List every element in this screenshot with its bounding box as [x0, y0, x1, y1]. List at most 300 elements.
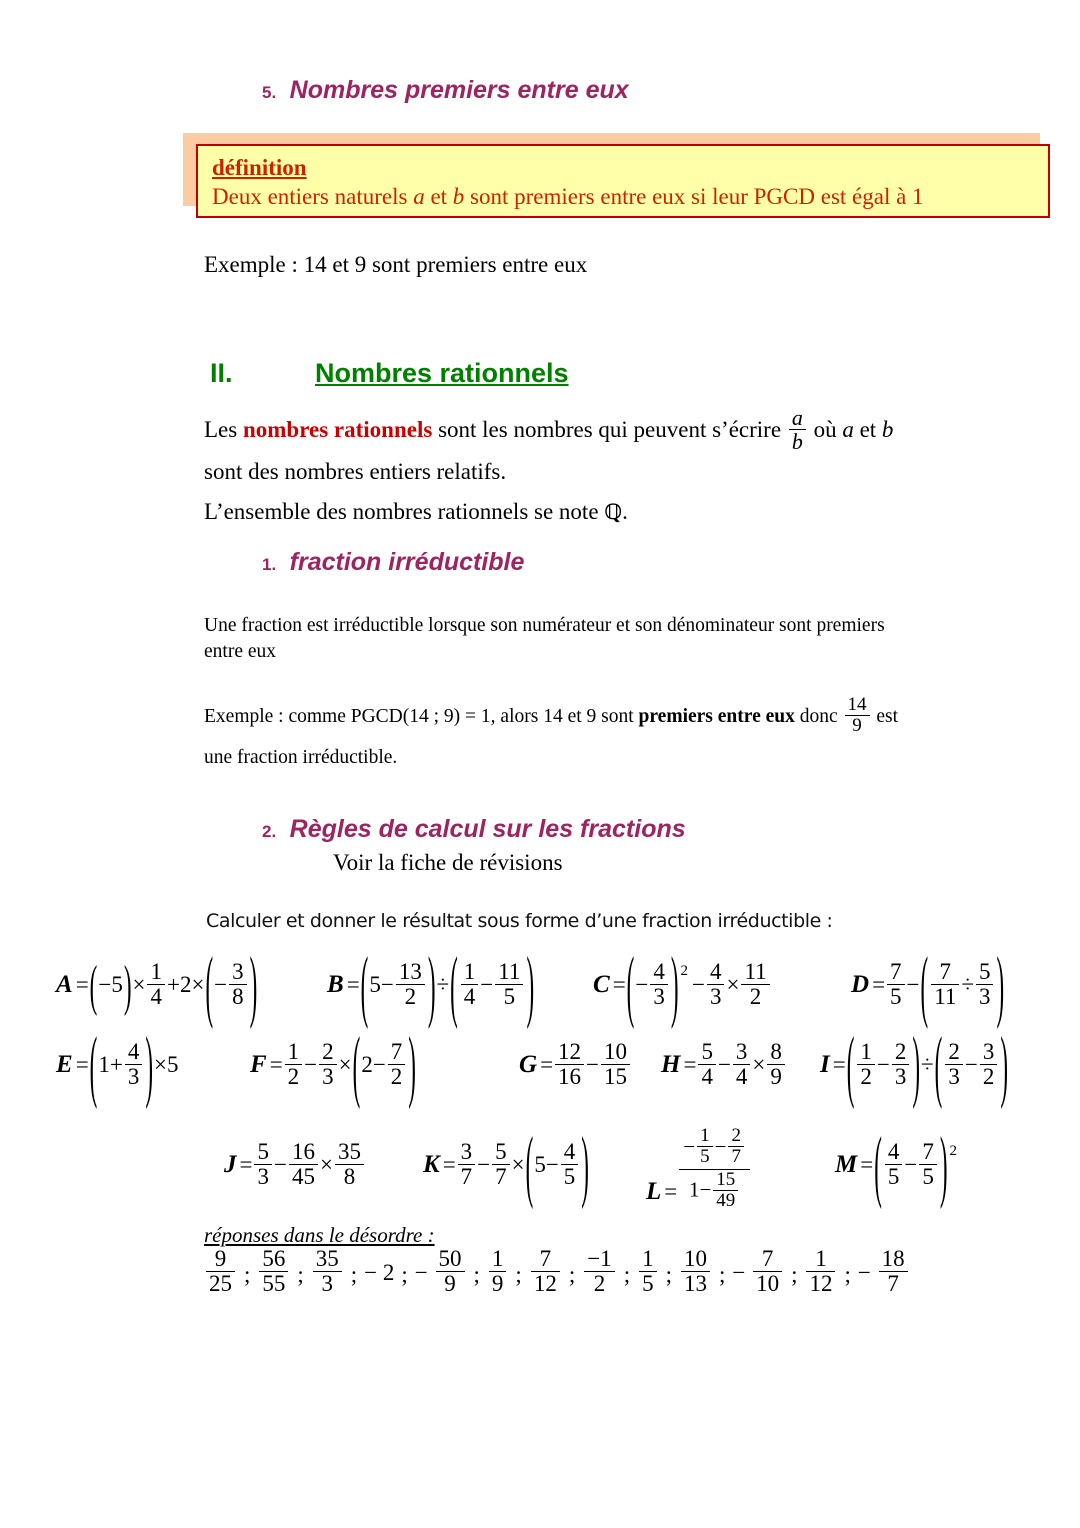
section-2-title: Nombres rationnels	[315, 358, 569, 388]
exercise-B	[327, 942, 535, 1030]
fraction-denominator: 7	[879, 1271, 908, 1296]
exercise-J	[224, 1139, 366, 1191]
fraction-denominator: 3	[125, 1064, 143, 1089]
subsection-2-subtitle: Voir la fiche de révisions	[333, 850, 563, 875]
irreducible-example-post: est	[871, 705, 899, 727]
exercise-D	[851, 942, 1005, 1030]
op-minus: −	[304, 1051, 318, 1077]
fraction-numerator: 7	[539, 1246, 552, 1272]
op-minus: −	[380, 971, 394, 997]
fraction-8-9	[767, 1040, 785, 1089]
fraction-numerator: 4	[563, 1139, 576, 1165]
op-minus: −	[857, 1260, 877, 1286]
fraction-5-3	[976, 960, 994, 1009]
op-equals: =	[346, 971, 360, 997]
fraction-denominator: 3	[892, 1064, 910, 1089]
op-equals: =	[683, 1051, 697, 1077]
answer-value	[679, 1246, 712, 1297]
irreducible-definition	[204, 613, 994, 666]
fraction-11-2	[741, 960, 769, 1009]
subsection-2-number: 2.	[262, 822, 277, 841]
exercise-instruction: Calculer et donner le résultat sous forme d’une fraction irréductible :	[206, 910, 833, 932]
fraction-denominator: 9	[845, 715, 870, 736]
paren-close: )	[912, 1022, 921, 1110]
definition-body-pre: Deux entiers naturels	[212, 184, 414, 210]
fraction-7-5	[887, 960, 905, 1009]
subsection-5-number: 5.	[262, 83, 277, 102]
fraction-denominator: 7	[458, 1164, 476, 1189]
op-times: ×	[726, 971, 740, 997]
num-2: 2	[179, 971, 192, 997]
exercise-G	[519, 1039, 632, 1091]
rationals-p1-post: où	[807, 416, 843, 442]
definition-var-a: a	[413, 184, 425, 210]
answer-value: − 2	[364, 1260, 395, 1286]
exercise-I	[820, 1022, 1009, 1110]
op-minus: −	[692, 971, 705, 997]
fraction-numerator: 13	[398, 959, 422, 985]
paren-open: (	[352, 1022, 361, 1110]
op-equals: =	[664, 1178, 678, 1204]
fraction-numerator: 2	[322, 1039, 334, 1065]
fraction-denominator: 4	[147, 984, 165, 1009]
fraction-denominator: 5	[639, 1271, 657, 1296]
subsection-heading-5	[262, 76, 629, 105]
subsection-5-title: Nombres premiers entre eux	[289, 76, 629, 104]
fraction-3-8	[229, 960, 247, 1009]
fraction-numerator: 8	[770, 1039, 782, 1065]
fraction-denominator: 3	[650, 984, 668, 1009]
paren-close: )	[249, 942, 258, 1030]
rationals-p1-pre: Les	[204, 416, 243, 442]
op-minus: −	[732, 1260, 752, 1286]
op-minus: −	[635, 971, 649, 997]
answer-value	[204, 1246, 237, 1297]
fraction-denominator: 2	[980, 1064, 998, 1089]
fraction-denominator: 45	[289, 1164, 318, 1189]
op-equals: =	[75, 1051, 89, 1077]
answer-fraction	[489, 1247, 507, 1296]
section-heading-2	[210, 358, 569, 389]
answer-value	[732, 1246, 784, 1297]
fraction-numerator: 2	[948, 1039, 960, 1065]
exercise-H-label: H	[661, 1050, 681, 1078]
fraction-numerator: 3	[735, 1039, 748, 1065]
exercise-K	[423, 1122, 590, 1210]
fraction-numerator: 56	[262, 1246, 286, 1272]
fraction-numerator: 4	[709, 959, 722, 985]
op-minus: −	[545, 1151, 559, 1177]
fraction-numerator: 1	[815, 1246, 827, 1272]
fraction-denominator: 2	[584, 1271, 614, 1296]
paren-close: )	[427, 942, 436, 1030]
fraction-numerator: 2	[894, 1039, 907, 1065]
paren-close: )	[1000, 1022, 1008, 1110]
example-coprime: Exemple : 14 et 9 sont premiers entre eux	[204, 252, 588, 277]
fraction-numerator: 35	[315, 1246, 339, 1272]
paren-open: (	[846, 1022, 855, 1110]
fraction-numerator: 18	[881, 1246, 905, 1272]
exercise-D-label: D	[851, 970, 870, 998]
answer-separator: ;	[718, 1262, 726, 1288]
num-5: 5	[369, 971, 381, 997]
exercise-M	[835, 1122, 958, 1210]
answers-title: réponses dans le désordre :	[204, 1223, 435, 1247]
irreducible-definition-line2: entre eux	[204, 641, 277, 663]
answer-separator: ;	[791, 1262, 798, 1288]
op-divide: ÷	[921, 1051, 934, 1077]
paren-open: (	[205, 942, 214, 1030]
paren-close: )	[670, 942, 679, 1030]
fraction-1-2	[857, 1040, 875, 1089]
fraction-numerator: 10	[683, 1246, 707, 1272]
fraction-denominator: 10	[753, 1271, 782, 1296]
fraction-denominator: 8	[335, 1164, 364, 1189]
paren-open: (	[450, 942, 458, 1030]
answer-fraction	[584, 1247, 614, 1296]
subsection-1-title: fraction irréductible	[289, 548, 525, 576]
subsection-heading-2	[262, 815, 686, 844]
op-times: ×	[752, 1051, 766, 1077]
fraction-denominator: 2	[396, 984, 425, 1009]
answer-separator: ;	[515, 1262, 522, 1288]
fraction-12-16	[555, 1040, 584, 1089]
num-1: 1	[98, 1051, 110, 1077]
fraction-11-5	[495, 960, 523, 1009]
paren-open: (	[89, 1022, 98, 1110]
op-minus: −	[964, 1051, 978, 1077]
rationals-p1-b: b	[881, 416, 894, 442]
op-divide: ÷	[436, 971, 450, 997]
exercise-G-label: G	[519, 1050, 538, 1078]
fraction-denominator: 9	[489, 1271, 507, 1296]
op-minus: −	[906, 971, 920, 997]
complex-fraction-denominator	[679, 1169, 750, 1212]
fraction-denominator: 5	[697, 1146, 713, 1167]
fraction-13-2	[396, 960, 425, 1009]
paren-close: )	[939, 1122, 948, 1210]
rationals-p1-a: a	[842, 416, 854, 442]
subsection-1-number: 1.	[262, 555, 277, 574]
rationals-p3-post: .	[622, 499, 628, 524]
complex-fraction-numerator	[679, 1125, 750, 1170]
fraction-numerator: 12	[558, 1039, 582, 1065]
fraction-numerator: 4	[653, 959, 665, 985]
paren-close: )	[408, 1022, 416, 1110]
section-2-number: II.	[210, 358, 233, 388]
op-minus: −	[683, 1133, 696, 1158]
paren-close: )	[145, 1022, 153, 1110]
fraction-3-7	[458, 1140, 476, 1189]
fraction-denominator: 2	[857, 1064, 875, 1089]
answer-fraction	[531, 1247, 560, 1296]
paren-open: (	[934, 1022, 943, 1110]
fraction-denominator: 8	[229, 984, 247, 1009]
exercise-H	[661, 1039, 787, 1091]
answer-fraction	[436, 1247, 465, 1296]
definition-var-b: b	[452, 184, 465, 210]
paren-close: )	[526, 942, 535, 1030]
answer-separator: ;	[473, 1262, 480, 1288]
answer-value	[257, 1246, 290, 1297]
op-minus: −	[372, 1051, 386, 1077]
answer-separator: ;	[623, 1262, 631, 1288]
definition-body	[212, 184, 924, 209]
op-equals: =	[540, 1051, 554, 1077]
fraction-denominator: 3	[254, 1164, 272, 1189]
fraction-4-3	[125, 1040, 143, 1089]
op-times: ×	[511, 1151, 525, 1177]
complex-fraction-L	[679, 1125, 750, 1213]
fraction-numerator: 14	[847, 694, 867, 716]
fraction-numerator: 11	[744, 959, 767, 985]
answer-fraction	[206, 1247, 235, 1296]
fraction-numerator: 1	[860, 1039, 872, 1065]
paren-close: )	[996, 942, 1005, 1030]
op-minus: −	[876, 1051, 890, 1077]
answers-list	[204, 1246, 910, 1298]
fraction-7-2	[388, 1040, 406, 1089]
fraction-denominator: 3	[707, 984, 725, 1009]
fraction-2-3	[945, 1040, 963, 1089]
definition-box	[196, 144, 1050, 218]
fraction-denominator: 5	[919, 1164, 937, 1189]
op-equals: =	[872, 971, 886, 997]
fraction-numerator: 50	[438, 1246, 462, 1272]
fraction-numerator: 11	[498, 959, 521, 985]
rationals-q-symbol: ℚ	[604, 500, 623, 524]
fraction-a-over-b	[789, 406, 806, 453]
fraction-denominator: 3	[976, 984, 994, 1009]
op-divide: ÷	[961, 971, 974, 997]
fraction-denominator: 49	[713, 1190, 738, 1211]
exponent-2: 2	[949, 1143, 958, 1160]
op-minus: −	[477, 1151, 491, 1177]
fraction-denominator: 3	[319, 1064, 337, 1089]
subsection-heading-1	[262, 548, 524, 577]
irreducible-example-line2: une fraction irréductible.	[204, 747, 398, 768]
fraction-numerator: 1	[463, 959, 476, 985]
exercise-C-label: C	[593, 970, 610, 998]
fraction-3-4	[733, 1040, 751, 1089]
op-minus: −	[414, 1260, 434, 1286]
fraction-numerator: 1	[700, 1125, 710, 1147]
answer-fraction	[753, 1247, 782, 1296]
fraction-numerator: 7	[922, 1139, 934, 1165]
fraction-14-over-9	[845, 695, 870, 736]
fraction-35-8	[335, 1140, 364, 1189]
op-minus: −	[273, 1151, 287, 1177]
fraction-denominator: 25	[206, 1271, 235, 1296]
num-minus5: −5	[98, 971, 123, 997]
fraction-2-3	[892, 1040, 910, 1089]
fraction-16-45	[289, 1140, 318, 1189]
rationals-paragraph-2: sont des nombres entiers relatifs.	[204, 459, 507, 484]
rationals-p1-emphasis: nombres rationnels	[242, 416, 433, 442]
answer-separator: ;	[844, 1262, 851, 1288]
op-equals: =	[239, 1151, 253, 1177]
op-times: ×	[154, 1051, 167, 1077]
num-5: 5	[534, 1151, 546, 1177]
definition-body-post: sont premiers entre eux si leur PGCD est égal à 1	[464, 184, 924, 210]
fraction-numerator: 2	[731, 1125, 741, 1147]
fraction-denominator: 7	[492, 1164, 510, 1189]
fraction-denominator: 4	[698, 1064, 716, 1089]
op-minus: −	[714, 1133, 727, 1158]
answer-value	[311, 1246, 344, 1297]
fraction-numerator: 35	[337, 1139, 361, 1165]
num-2: 2	[361, 1051, 373, 1077]
fraction-denominator: 9	[436, 1271, 465, 1296]
answer-value	[529, 1246, 562, 1297]
exponent-2: 2	[680, 963, 688, 980]
fraction-denominator: 5	[495, 984, 523, 1009]
rationals-p3-pre: L’ensemble des nombres rationnels se note	[204, 499, 605, 524]
exercise-B-label: B	[327, 970, 344, 998]
answer-separator: ;	[401, 1262, 408, 1288]
fraction-denominator: 4	[733, 1064, 751, 1089]
irreducible-example-mid: donc	[794, 705, 843, 727]
fraction-numerator: 3	[460, 1139, 473, 1165]
op-minus: −	[586, 1051, 600, 1077]
fraction-denominator: 2	[388, 1064, 406, 1089]
rationals-p1-and: et	[853, 416, 882, 442]
fraction-numerator: 1	[491, 1246, 504, 1272]
fraction-10-15	[601, 1040, 630, 1089]
fraction-numerator: 9	[214, 1246, 227, 1272]
op-equals: =	[860, 1151, 874, 1177]
op-minus: −	[214, 971, 228, 997]
fraction-7-11	[931, 960, 959, 1009]
fraction-denominator: 16	[555, 1064, 584, 1089]
exercise-E-label: E	[56, 1050, 73, 1078]
fraction-1-4	[461, 960, 479, 1009]
fraction-15-49	[713, 1170, 738, 1211]
fraction-numerator: 5	[978, 959, 991, 985]
exercise-C	[593, 942, 772, 1030]
answer-value	[637, 1246, 659, 1297]
paren-open: (	[360, 942, 369, 1030]
exercise-J-label: J	[224, 1150, 237, 1178]
op-times: ×	[132, 971, 146, 997]
op-minus: −	[717, 1051, 731, 1077]
irreducible-example-pre: Exemple : comme PGCD(14 ; 9) = 1, alors 14 et 9 sont	[204, 705, 639, 727]
fraction-numerator: 5	[495, 1139, 507, 1165]
exercise-A-label: A	[56, 970, 73, 998]
fraction-2-7	[728, 1126, 744, 1167]
op-times: ×	[191, 971, 205, 997]
exercise-L-label: L	[646, 1177, 662, 1205]
fraction-3-2	[980, 1040, 998, 1089]
fraction-numerator: 1	[642, 1246, 654, 1272]
op-equals: =	[269, 1051, 283, 1077]
paren-close: )	[123, 955, 132, 1017]
fraction-numerator: 7	[890, 959, 902, 985]
exercise-F-label: F	[250, 1050, 267, 1078]
answer-fraction	[681, 1247, 710, 1296]
answer-value	[857, 1246, 910, 1297]
op-equals: =	[442, 1151, 456, 1177]
op-equals: =	[832, 1051, 846, 1077]
op-plus: +	[166, 971, 180, 997]
fraction-numerator: 1	[150, 959, 162, 985]
exercise-K-label: K	[423, 1150, 440, 1178]
fraction-numerator: 4	[887, 1139, 900, 1165]
fraction-denominator: b	[789, 429, 806, 453]
fraction-1-2	[285, 1040, 303, 1089]
fraction-denominator: 4	[461, 984, 479, 1009]
op-times: ×	[338, 1051, 352, 1077]
fraction-4-5	[561, 1140, 579, 1189]
num-1: 1	[688, 1177, 700, 1202]
fraction-denominator: 13	[681, 1271, 710, 1296]
fraction-1-4	[147, 960, 165, 1009]
num-5: 5	[166, 1051, 179, 1077]
fraction-denominator: 2	[741, 984, 769, 1009]
fraction-5-7	[492, 1140, 510, 1189]
answer-value	[582, 1246, 616, 1297]
paren-open: (	[874, 1122, 882, 1210]
op-minus: −	[480, 971, 494, 997]
fraction-4-5	[885, 1140, 903, 1189]
fraction-numerator: 3	[232, 959, 244, 985]
fraction-denominator: 3	[313, 1271, 342, 1296]
fraction-denominator: 5	[885, 1164, 903, 1189]
answer-separator: ;	[297, 1262, 304, 1288]
answer-separator: ;	[665, 1262, 672, 1288]
irreducible-definition-line1: Une fraction est irréductible lorsque son numérateur et son dénominateur sont premiers	[204, 615, 885, 636]
fraction-denominator: 9	[767, 1064, 785, 1089]
answer-fraction	[259, 1247, 288, 1296]
fraction-denominator: 12	[531, 1271, 560, 1296]
answer-separator: ;	[244, 1262, 251, 1288]
fraction-numerator: 3	[982, 1039, 995, 1065]
fraction-denominator: 2	[285, 1064, 303, 1089]
definition-title: définition	[212, 155, 307, 180]
fraction-denominator: 55	[259, 1271, 288, 1296]
exercise-I-label: I	[820, 1050, 830, 1078]
fraction-denominator: 11	[931, 984, 959, 1009]
op-minus: −	[699, 1177, 712, 1202]
exercise-F	[250, 1022, 417, 1110]
fraction-numerator: 15	[716, 1168, 736, 1190]
fraction-numerator: 16	[291, 1139, 315, 1165]
fraction-denominator: 12	[806, 1271, 835, 1296]
fraction-numerator: 10	[604, 1039, 628, 1065]
fraction-denominator: 5	[561, 1164, 579, 1189]
fraction-numerator: −1	[587, 1246, 612, 1272]
fraction-numerator: a	[791, 405, 803, 431]
exercise-E	[56, 1022, 179, 1110]
answer-fraction	[806, 1247, 835, 1296]
answer-fraction	[639, 1247, 657, 1296]
fraction-numerator: 7	[939, 959, 952, 985]
fraction-7-5	[919, 1140, 937, 1189]
definition-body-mid: et	[424, 184, 453, 210]
fraction-4-3	[707, 960, 725, 1009]
fraction-5-4	[698, 1040, 716, 1089]
answer-value	[804, 1246, 837, 1297]
rationals-paragraph-1	[204, 405, 894, 455]
op-equals: =	[75, 971, 89, 997]
exercise-M-label: M	[835, 1150, 858, 1178]
irreducible-example-emphasis: premiers entre eux	[638, 705, 795, 727]
fraction-numerator: 7	[390, 1039, 403, 1065]
rationals-p1-mid: sont les nombres qui peuvent s’écrire	[432, 416, 787, 442]
op-minus: −	[904, 1151, 918, 1177]
exercise-L	[646, 1125, 752, 1213]
subsection-2-title: Règles de calcul sur les fractions	[289, 815, 686, 843]
